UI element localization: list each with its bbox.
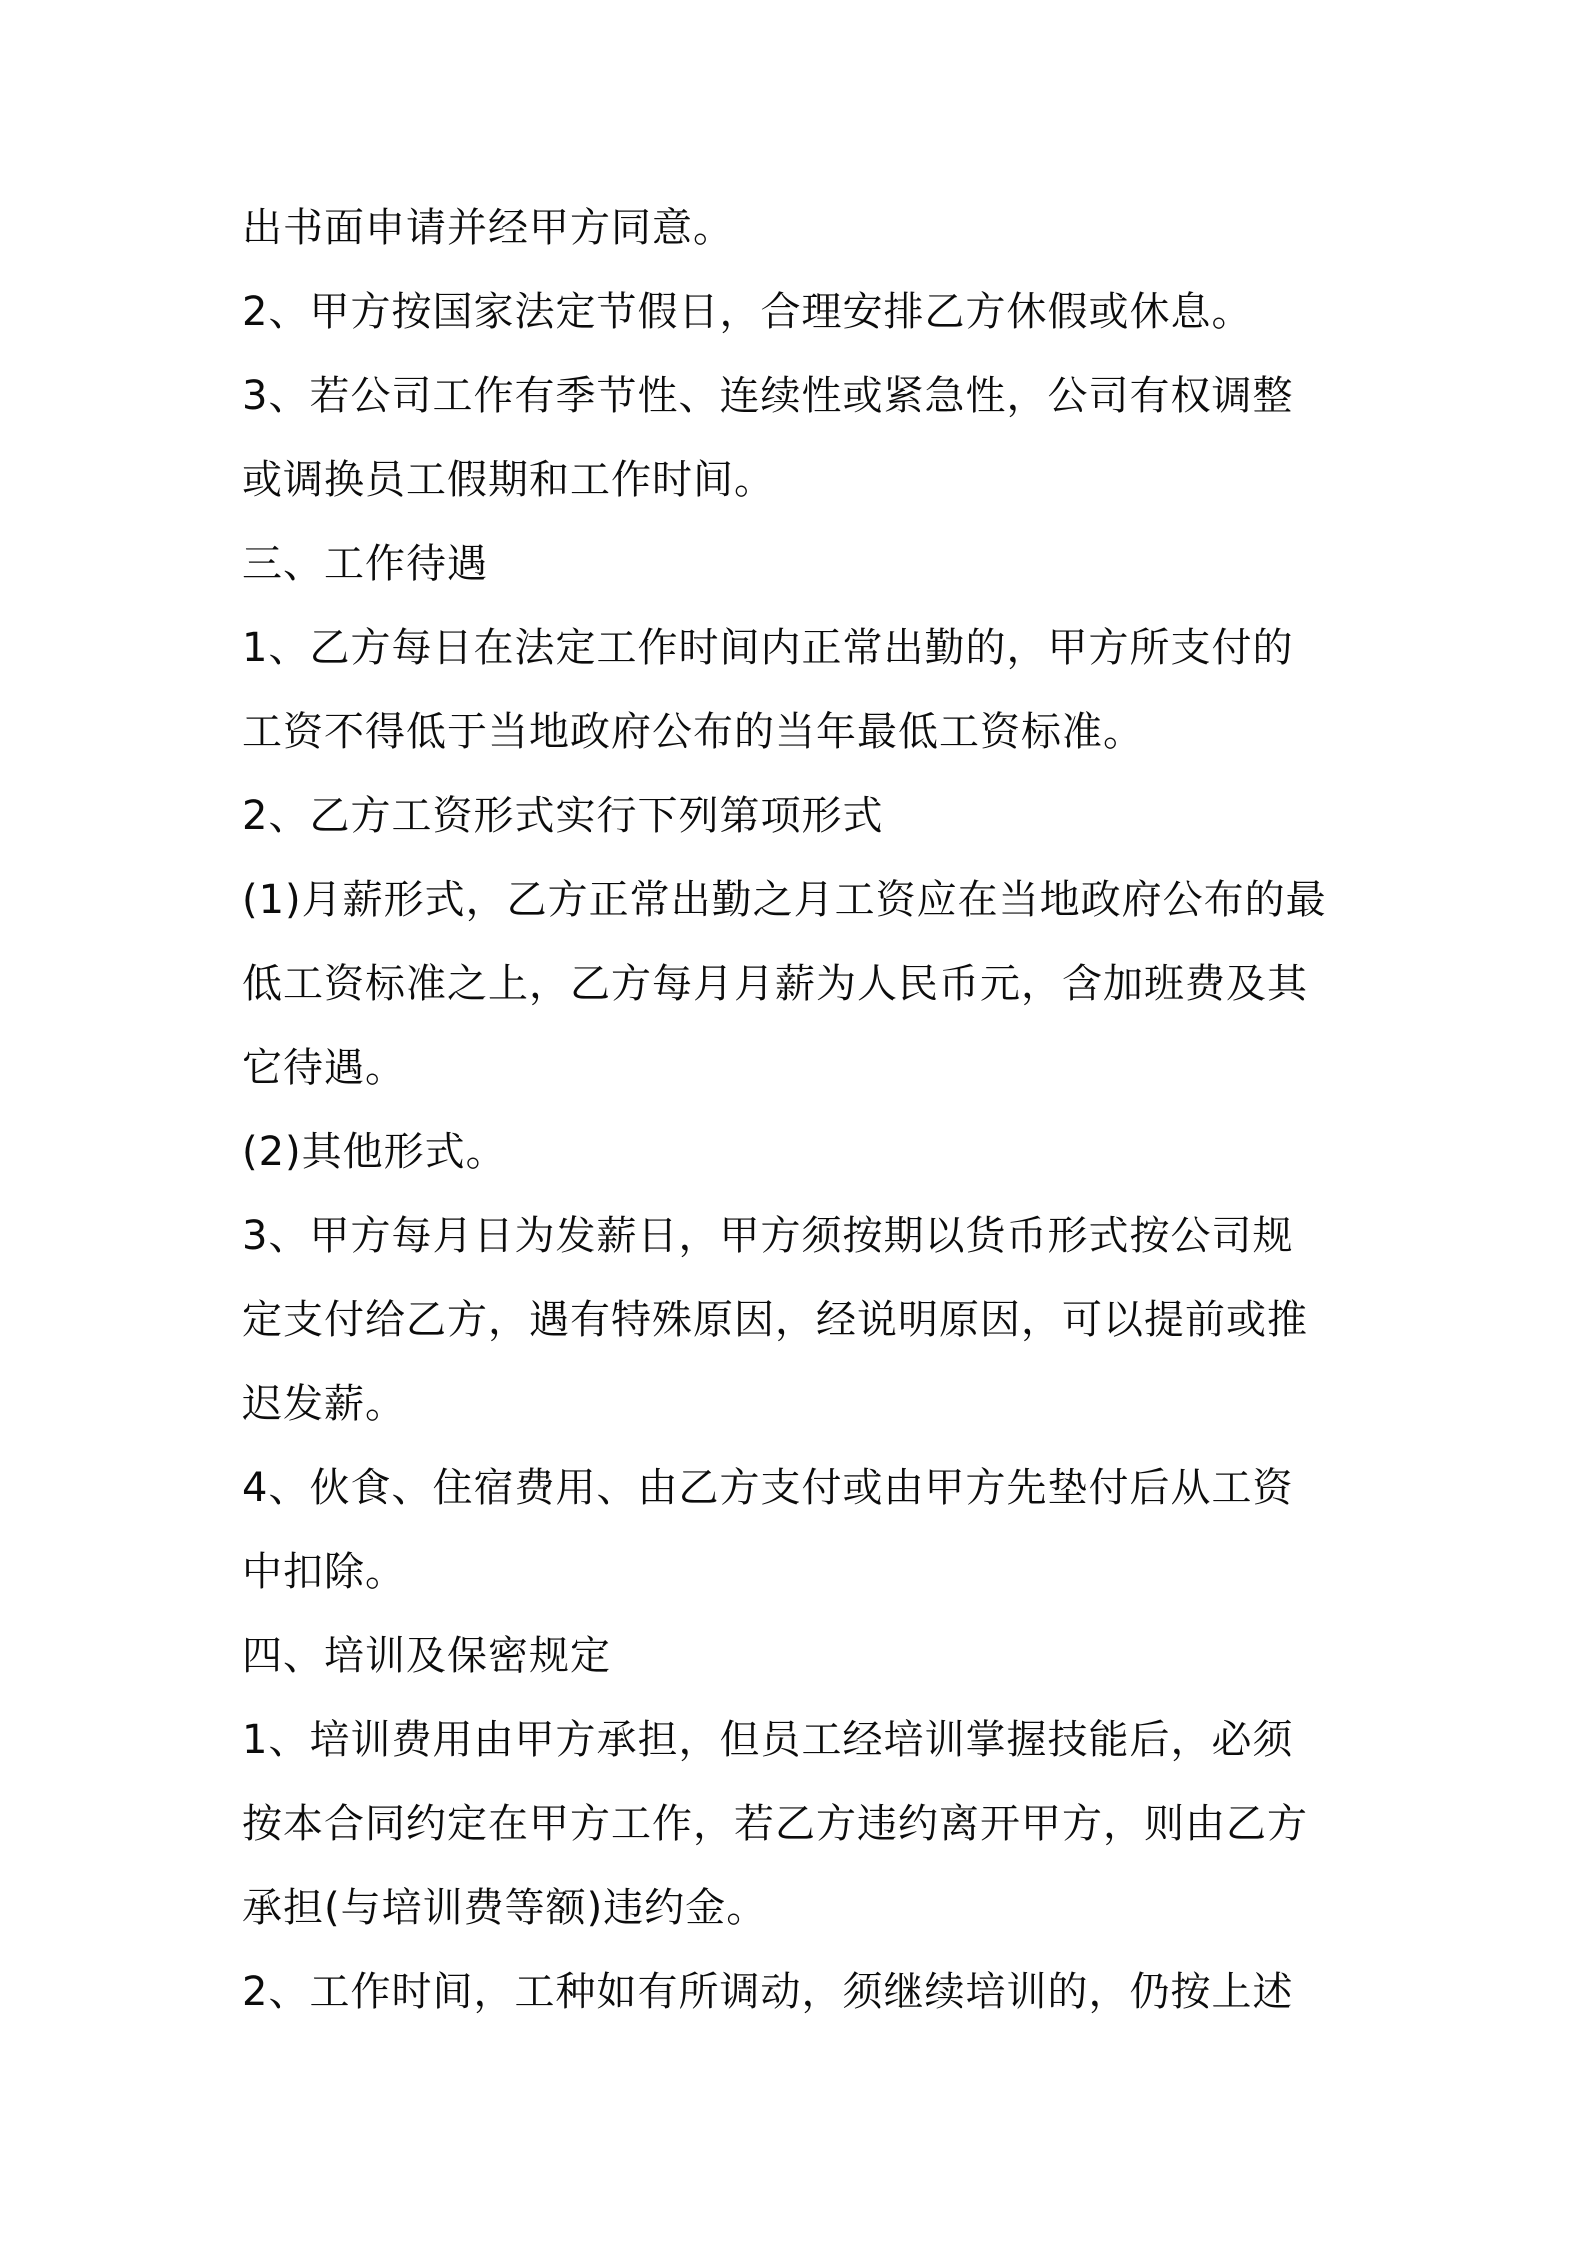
section-heading: 四、培训及保密规定 [242,1633,611,1679]
text-line: 4、伙食、住宿费用、由乙方支付或由甲方先垫付后从工资 [242,1465,1294,1511]
text-line: (2)其他形式。 [242,1129,507,1175]
text-line: 按本合同约定在甲方工作，若乙方违约离开甲方，则由乙方 [242,1801,1308,1847]
text-line: 迟发薪。 [242,1381,406,1427]
text-line: 它待遇。 [242,1045,406,1091]
text-line: 2、工作时间，工种如有所调动，须继续培训的，仍按上述 [242,1969,1294,2015]
text-line: 中扣除。 [242,1549,406,1595]
text-line: 1、培训费用由甲方承担，但员工经培训掌握技能后，必须 [242,1717,1294,1763]
text-line: 3、甲方每月日为发薪日，甲方须按期以货币形式按公司规 [242,1213,1294,1259]
document-page [242,186,1362,2034]
text-line: 3、若公司工作有季节性、连续性或紧急性，公司有权调整 [242,373,1294,419]
text-line: (1)月薪形式，乙方正常出勤之月工资应在当地政府公布的最 [242,877,1327,923]
text-line: 工资不得低于当地政府公布的当年最低工资标准。 [242,709,1144,755]
text-line: 定支付给乙方，遇有特殊原因，经说明原因，可以提前或推 [242,1297,1308,1343]
text-line: 或调换员工假期和工作时间。 [242,457,775,503]
text-line: 2、甲方按国家法定节假日，合理安排乙方休假或休息。 [242,289,1253,335]
text-line: 低工资标准之上，乙方每月月薪为人民币元，含加班费及其 [242,961,1308,1007]
text-line: 2、乙方工资形式实行下列第项形式 [242,793,884,839]
text-line: 出书面申请并经甲方同意。 [242,205,734,251]
section-heading: 三、工作待遇 [242,541,488,587]
text-line: 承担(与培训费等额)违约金。 [242,1885,768,1931]
text-line: 1、乙方每日在法定工作时间内正常出勤的，甲方所支付的 [242,625,1294,671]
